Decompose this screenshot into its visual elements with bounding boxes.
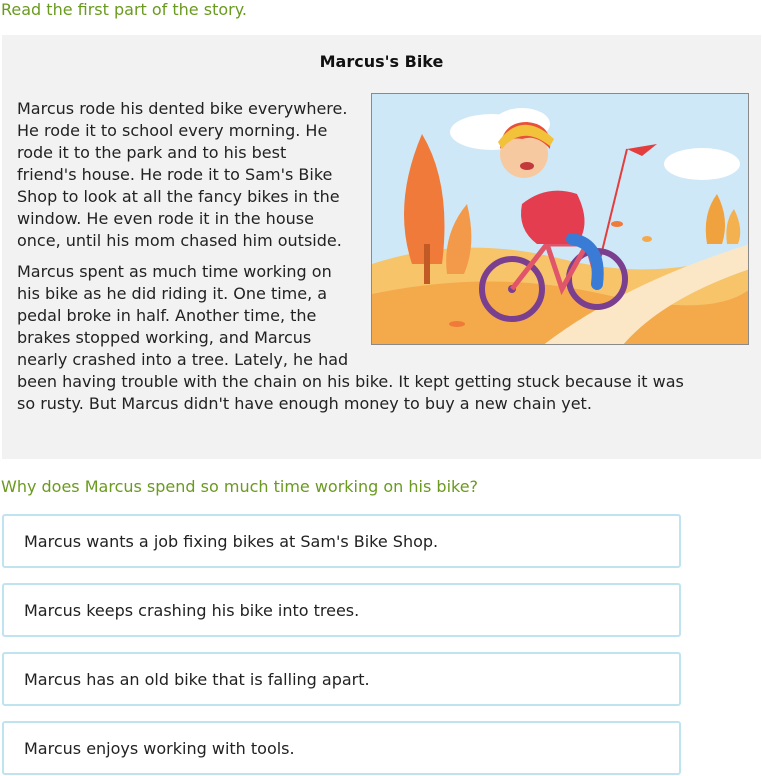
answer-choice-4[interactable]: Marcus enjoys working with tools. <box>2 721 681 775</box>
story-passage <box>2 35 761 459</box>
answer-choice-2[interactable]: Marcus keeps crashing his bike into trees. <box>2 583 681 637</box>
story-paragraph-2: Marcus spent as much time working on his bike as he did riding it. One time, a pedal broke in half. Another time, the brakes stopped working, and Marcus nearly crashed into a tree. Lately, he had been having trouble with the chain on his bike. It kept getting stuck because it was so rusty. But Marcus didn't have enough money to buy a new chain yet. <box>17 262 684 413</box>
answer-choice-1[interactable]: Marcus wants a job fixing bikes at Sam's Bike Shop. <box>2 514 681 568</box>
instruction-text: Read the first part of the story. <box>1 0 247 19</box>
image-wrap-spacer <box>350 98 692 352</box>
question-text: Why does Marcus spend so much time working on his bike? <box>1 477 479 496</box>
story-paragraph-1: Marcus rode his dented bike everywhere. He rode it to school every morning. He rode it to the park and to his best friend's house. He rode it to Sam's Bike Shop to look at all the fancy bikes in the window. He even rode it in the house once, until his mom chased him outside. <box>17 99 348 250</box>
answer-choice-3[interactable]: Marcus has an old bike that is falling apart. <box>2 652 681 706</box>
story-title: Marcus's Bike <box>319 52 444 71</box>
story-text <box>17 98 692 424</box>
